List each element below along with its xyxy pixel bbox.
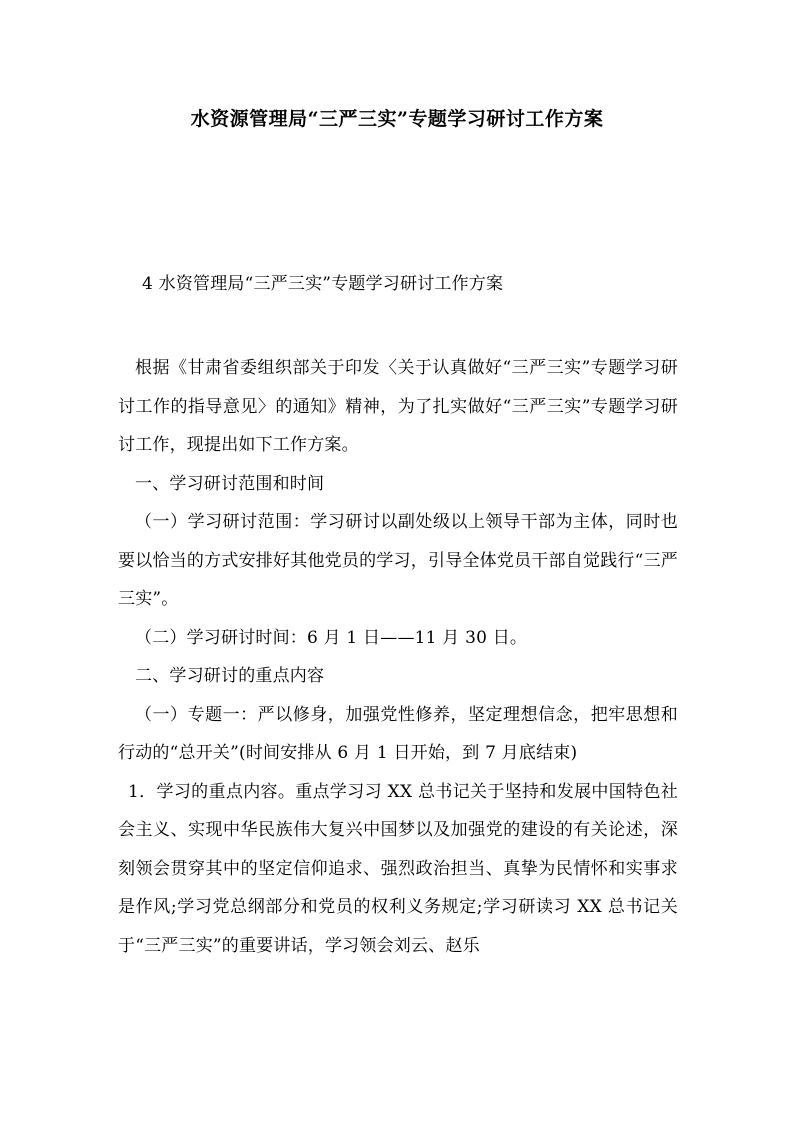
paragraph-intro: 根据《甘肃省委组织部关于印发〈关于认真做好“三严三实”专题学习研讨工作的指导意见〉的通知》精神，为了扎实做好“三严三实”专题学习研讨工作，现提出如下工作方案。 xyxy=(118,358,678,455)
section-heading-2: 二、学习研讨的重点内容 xyxy=(135,666,325,686)
paragraph-key-content: 1．学习的重点内容。重点学习习 XX 总书记关于坚持和发展中国特色社会主义、实现中华民族伟大复兴中国梦以及加强党的建设的有关论述，深刻领会贯穿其中的坚定信仰追求、强烈政治担当、真挚为民情怀和实事求是作风;学习党总纲部分和党员的权利义务规定;学习研读习 XX 总书记关于“三严三实”的重要讲话，学习领会刘云、赵乐 xyxy=(118,781,678,956)
paragraph-topic-1: （一）专题一：严以修身，加强党性修养，坚定理想信念，把牢思想和行动的“总开关”(时间安排从 6 月 1 日开始，到 7 月底结束) xyxy=(118,704,678,763)
paragraph-scope: （一）学习研讨范围：学习研讨以副处级以上领导干部为主体，同时也要以恰当的方式安排好其他党员的学习，引导全体党员干部自觉践行“三严三实”。 xyxy=(118,512,678,609)
document-title: 水资源管理局“三严三实”专题学习研讨工作方案 xyxy=(190,108,604,130)
document-body xyxy=(118,349,678,965)
paragraph-time: （二）学习研讨时间：6 月 1 日——11 月 30 日。 xyxy=(135,627,528,648)
document-subtitle: 4 水资管理局“三严三实”专题学习研讨工作方案 xyxy=(142,274,504,294)
section-heading-1: 一、学习研讨范围和时间 xyxy=(135,473,325,494)
